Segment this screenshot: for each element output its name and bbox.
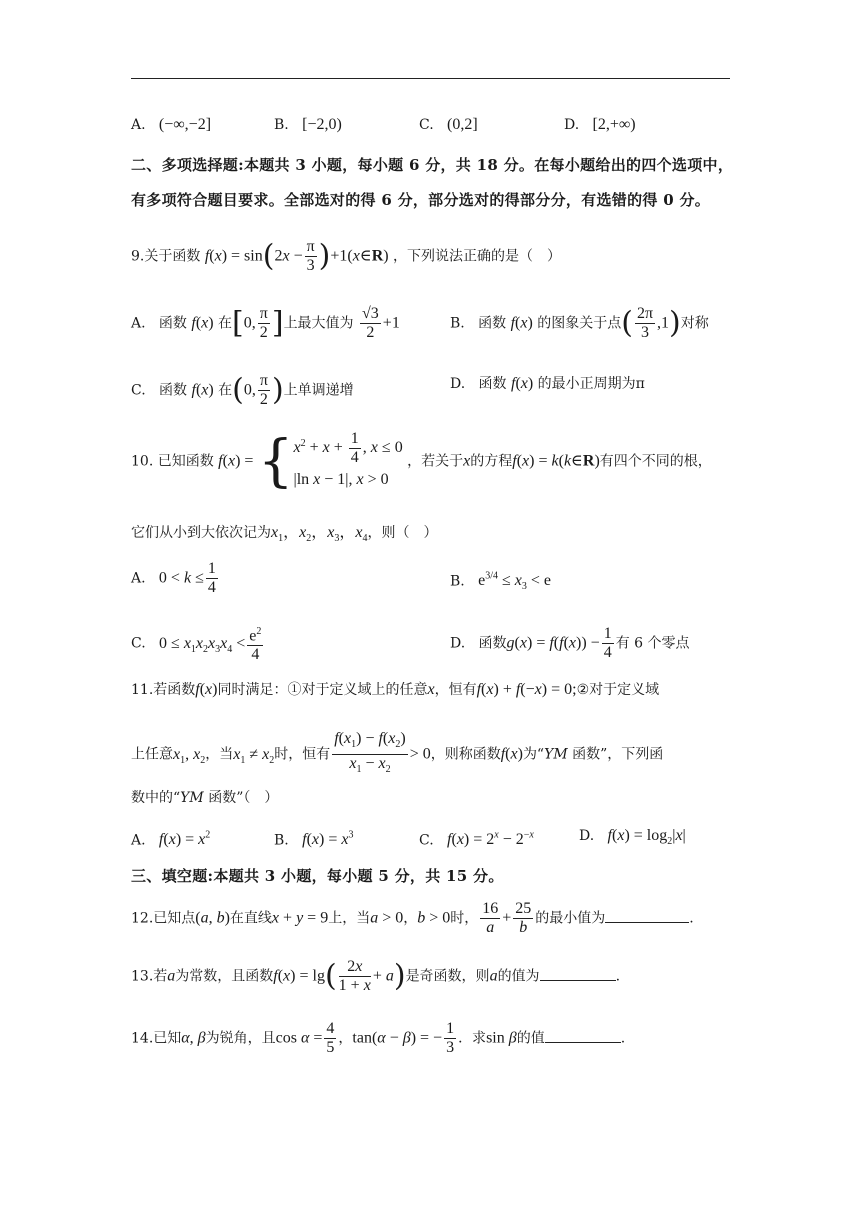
header-rule xyxy=(131,78,730,79)
q9-option-b: B. 函数 f(x) 的图象关于点( $\frac{2\pi}{3}$ ,1)对称 xyxy=(450,305,709,341)
q8-option-d: D. [2,+∞) xyxy=(564,116,636,133)
q9-option-a: A. 函数 f(x) 在[0, $\frac{\pi}{2}$ ]上最大值为 $\frac{√3}{2}$ +1 xyxy=(131,305,400,341)
q14-line: 14.已知α, β为锐角，且cos α = $\frac{4}{5}$ ，tan(α − β) = − $\frac{1}{3}$ ．求sin β的值 . xyxy=(131,1020,626,1056)
q13-answer-blank xyxy=(540,966,616,981)
q11-option-c: C. $f(x) = 2^x - 2^{-x}$ xyxy=(419,830,534,849)
section2-heading-line2: 有多项符合题目要求。全部选对的得 6 分，部分选对的得部分分，有选错的得 0 分。 xyxy=(131,191,711,209)
q10-option-b: B. $e^{3/4} \le x_3 < e$ xyxy=(450,571,552,593)
q9-stem: 9.关于函数 f(x) = sin(2x − $\frac{\pi}{3}$ )+1(x∈R) ，下列说法正确的是（ ） xyxy=(131,238,562,274)
q13-line: 13.若a为常数，且函数f(x) = lg( $\frac{2x}{1 + x}$ + a)是奇函数，则a的值为 . xyxy=(131,958,621,994)
q9-option-c: C. 函数 f(x) 在(0, $\frac{\pi}{2}$ )上单调递增 xyxy=(131,372,354,408)
q10-stem: 10. 已知函数 f(x) = { $x^2 + x$ + $\frac{1}{4}$ , x ≤ 0 |ln x − 1|, x > 0 ，若关于x的方程f(x) = k(k∈R)有四个不同的根， xyxy=(131,428,712,494)
section3-heading: 三、填空题:本题共 3 小题，每小题 5 分，共 15 分。 xyxy=(131,867,504,885)
q8-option-a: A. (−∞,−2] xyxy=(131,116,212,133)
q11-line3: 数中的“YM 函数”（ ） xyxy=(131,790,279,806)
q10-option-d: D. 函数g(x) = f(f(x)) − $\frac{1}{4}$ 有 6 个零点 xyxy=(450,625,690,661)
q9-option-d: D. 函数 f(x) 的最小正周期为π xyxy=(450,375,645,392)
q8-option-b: B. [−2,0) xyxy=(274,116,342,133)
q11-line2: 上任意$x_1$, $x_2$，当$x_1 \ne x_2$时，恒有 $\frac{f(x_1) - f(x_2)}{x_1 - x_2}$ > 0，则称函数f(x)为“YM 函数”，下列函 xyxy=(131,730,664,776)
q10-piecewise: $x^2 + x$ + $\frac{1}{4}$ , x ≤ 0 |ln x − 1|, x > 0 xyxy=(293,430,403,488)
q11-option-d: D. $f(x) = \log_2|x|$ xyxy=(579,827,686,848)
q10-option-c: C. $0 \le x_1x_2x_3x_4$ < $\frac{e^2}{4}$ xyxy=(131,623,265,664)
q8-option-c: C. (0,2] xyxy=(419,116,478,133)
q10-roots-line: 它们从小到大依次记为$x_1$，$x_2$，$x_3$，$x_4$，则（ ） xyxy=(131,524,438,545)
q11-option-a: A. $f(x) = x^2$ xyxy=(131,830,211,849)
section2-heading-line1: 二、多项选择题:本题共 3 小题，每小题 6 分，共 18 分。在每小题给出的四个选项中， xyxy=(131,156,734,174)
q14-answer-blank xyxy=(545,1028,621,1043)
q11-option-b: B. $f(x) = x^3$ xyxy=(274,830,354,849)
q11-line1: 11.若函数f(x)同时满足：①对于定义域上的任意x，恒有f(x) + f(−x) = 0;②对于定义域 xyxy=(131,681,660,698)
q12-answer-blank xyxy=(605,908,689,923)
q12-line: 12.已知点(a, b)在直线x + y = 9上，当a > 0，b > 0时， $\frac{16}{a}$ + $\frac{25}{b}$ 的最小值为 . xyxy=(131,900,694,936)
q10-option-a: A. 0 < k ≤ $\frac{1}{4}$ xyxy=(131,560,216,596)
